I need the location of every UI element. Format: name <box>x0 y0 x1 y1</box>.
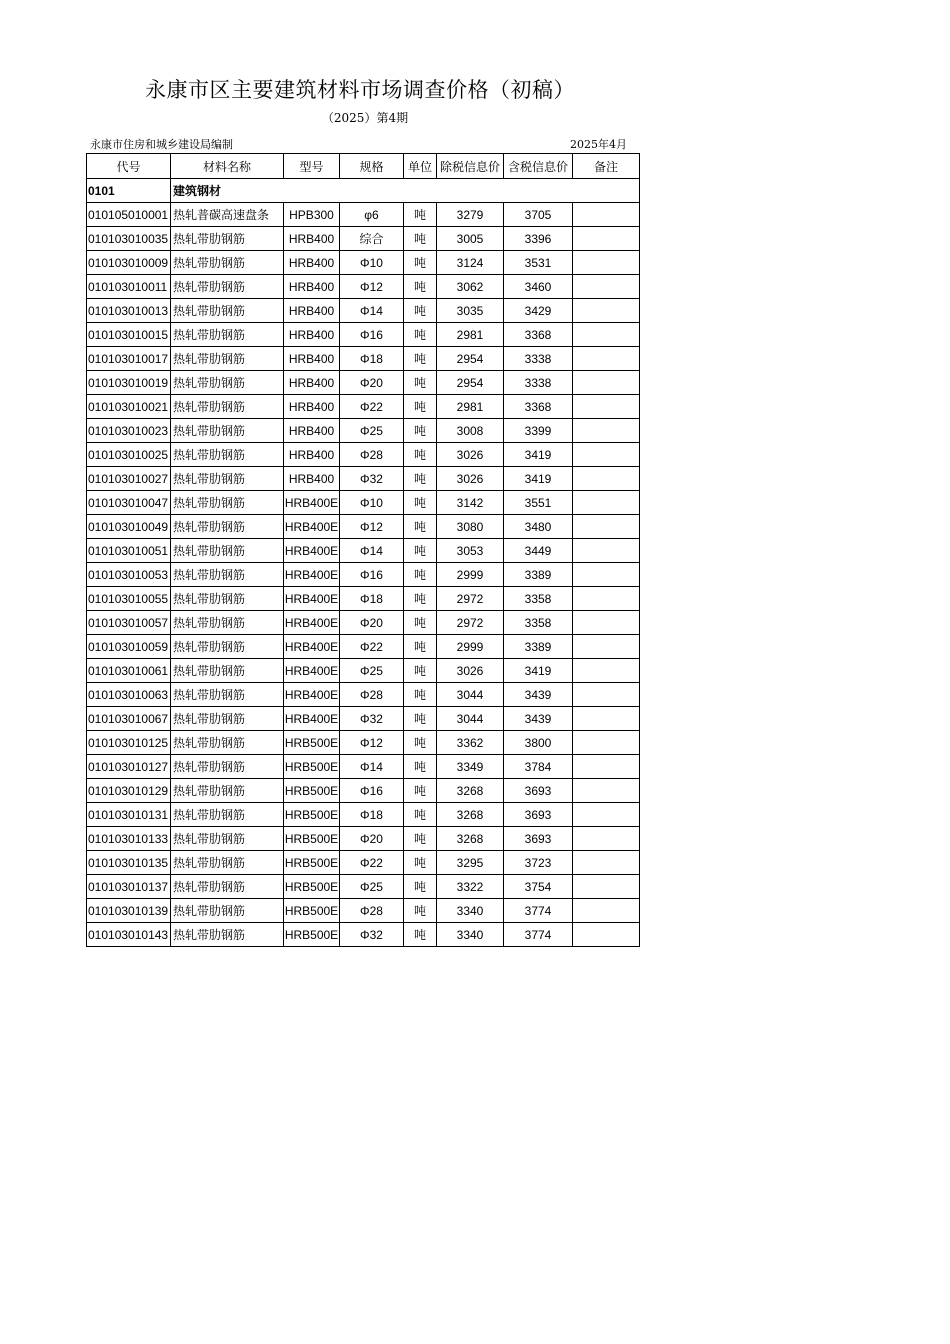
cell-material-name: 热轧带肋钢筋 <box>171 275 284 299</box>
table-row <box>87 515 640 539</box>
cell-price-ex-tax: 2981 <box>437 323 504 347</box>
header-material-name: 材料名称 <box>171 154 284 179</box>
cell-spec: Φ22 <box>340 851 404 875</box>
cell-model: HRB500E <box>284 899 340 923</box>
table-row <box>87 203 640 227</box>
cell-unit: 吨 <box>404 323 437 347</box>
cell-spec: Φ18 <box>340 347 404 371</box>
cell-unit: 吨 <box>404 563 437 587</box>
cell-unit: 吨 <box>404 827 437 851</box>
cell-price-ex-tax: 2972 <box>437 587 504 611</box>
cell-price-incl-tax: 3800 <box>504 731 573 755</box>
cell-model: HRB500E <box>284 803 340 827</box>
cell-code: 010103010049 <box>87 515 171 539</box>
cell-unit: 吨 <box>404 635 437 659</box>
table-row <box>87 347 640 371</box>
cell-material-name: 热轧带肋钢筋 <box>171 347 284 371</box>
cell-code: 010103010127 <box>87 755 171 779</box>
cell-price-incl-tax: 3774 <box>504 923 573 947</box>
cell-material-name: 热轧带肋钢筋 <box>171 659 284 683</box>
issue-number: （2025）第4期 <box>321 111 409 125</box>
cell-price-ex-tax: 3008 <box>437 419 504 443</box>
cell-code: 010103010017 <box>87 347 171 371</box>
cell-material-name: 热轧带肋钢筋 <box>171 755 284 779</box>
table-row <box>87 539 640 563</box>
cell-remarks <box>573 227 640 251</box>
cell-code: 010103010055 <box>87 587 171 611</box>
cell-price-ex-tax: 3062 <box>437 275 504 299</box>
cell-remarks <box>573 827 640 851</box>
table-row <box>87 851 640 875</box>
cell-remarks <box>573 707 640 731</box>
cell-material-name: 热轧带肋钢筋 <box>171 251 284 275</box>
cell-price-incl-tax: 3368 <box>504 323 573 347</box>
cell-spec: φ6 <box>340 203 404 227</box>
cell-price-incl-tax: 3338 <box>504 347 573 371</box>
table-row <box>87 635 640 659</box>
cell-code: 010103010015 <box>87 323 171 347</box>
cell-code: 010103010059 <box>87 635 171 659</box>
cell-price-incl-tax: 3419 <box>504 659 573 683</box>
cell-spec: Φ14 <box>340 755 404 779</box>
cell-code: 010103010027 <box>87 467 171 491</box>
table-row <box>87 923 640 947</box>
cell-model: HRB400 <box>284 251 340 275</box>
cell-unit: 吨 <box>404 251 437 275</box>
cell-code: 010103010063 <box>87 683 171 707</box>
cell-code: 010103010133 <box>87 827 171 851</box>
cell-model: HRB400E <box>284 611 340 635</box>
cell-unit: 吨 <box>404 203 437 227</box>
cell-remarks <box>573 563 640 587</box>
cell-price-ex-tax: 3322 <box>437 875 504 899</box>
cell-remarks <box>573 299 640 323</box>
cell-unit: 吨 <box>404 683 437 707</box>
cell-model: HRB400E <box>284 563 340 587</box>
cell-spec: Φ14 <box>340 539 404 563</box>
cell-code: 010103010143 <box>87 923 171 947</box>
table-row <box>87 875 640 899</box>
cell-model: HRB400E <box>284 515 340 539</box>
cell-unit: 吨 <box>404 395 437 419</box>
cell-remarks <box>573 467 640 491</box>
cell-price-incl-tax: 3338 <box>504 371 573 395</box>
cell-code: 010103010129 <box>87 779 171 803</box>
cell-material-name: 热轧带肋钢筋 <box>171 851 284 875</box>
cell-remarks <box>573 371 640 395</box>
cell-spec: Φ20 <box>340 371 404 395</box>
cell-remarks <box>573 923 640 947</box>
cell-price-ex-tax: 3362 <box>437 731 504 755</box>
cell-unit: 吨 <box>404 611 437 635</box>
cell-price-incl-tax: 3774 <box>504 899 573 923</box>
cell-remarks <box>573 515 640 539</box>
compiler-label: 永康市住房和城乡建设局编制 <box>90 138 233 151</box>
cell-remarks <box>573 419 640 443</box>
cell-spec: Φ25 <box>340 419 404 443</box>
cell-spec: Φ25 <box>340 659 404 683</box>
cell-material-name: 热轧带肋钢筋 <box>171 539 284 563</box>
cell-price-incl-tax: 3449 <box>504 539 573 563</box>
cell-spec: Φ28 <box>340 443 404 467</box>
cell-price-ex-tax: 3080 <box>437 515 504 539</box>
table-row <box>87 299 640 323</box>
cell-unit: 吨 <box>404 923 437 947</box>
cell-model: HRB400 <box>284 227 340 251</box>
cell-unit: 吨 <box>404 587 437 611</box>
cell-spec: 综合 <box>340 227 404 251</box>
cell-unit: 吨 <box>404 347 437 371</box>
cell-remarks <box>573 395 640 419</box>
table-row <box>87 779 640 803</box>
cell-remarks <box>573 539 640 563</box>
header-remarks: 备注 <box>573 154 640 179</box>
cell-price-incl-tax: 3480 <box>504 515 573 539</box>
cell-price-incl-tax: 3389 <box>504 635 573 659</box>
cell-spec: Φ16 <box>340 779 404 803</box>
table-row <box>87 587 640 611</box>
cell-unit: 吨 <box>404 851 437 875</box>
cell-unit: 吨 <box>404 659 437 683</box>
cell-material-name: 热轧带肋钢筋 <box>171 227 284 251</box>
cell-code: 010103010011 <box>87 275 171 299</box>
cell-spec: Φ20 <box>340 611 404 635</box>
cell-price-incl-tax: 3439 <box>504 683 573 707</box>
cell-model: HRB400E <box>284 635 340 659</box>
cell-code: 010103010131 <box>87 803 171 827</box>
cell-material-name: 热轧带肋钢筋 <box>171 371 284 395</box>
cell-price-ex-tax: 3268 <box>437 827 504 851</box>
table-row <box>87 611 640 635</box>
cell-price-ex-tax: 3026 <box>437 443 504 467</box>
cell-model: HRB400E <box>284 491 340 515</box>
cell-code: 010103010021 <box>87 395 171 419</box>
cell-code: 010103010023 <box>87 419 171 443</box>
cell-material-name: 热轧带肋钢筋 <box>171 635 284 659</box>
cell-code: 010103010135 <box>87 851 171 875</box>
cell-unit: 吨 <box>404 803 437 827</box>
cell-remarks <box>573 347 640 371</box>
cell-price-ex-tax: 3044 <box>437 683 504 707</box>
cell-code: 010103010025 <box>87 443 171 467</box>
cell-material-name: 热轧带肋钢筋 <box>171 419 284 443</box>
cell-price-ex-tax: 3268 <box>437 779 504 803</box>
cell-code: 010103010035 <box>87 227 171 251</box>
cell-price-incl-tax: 3399 <box>504 419 573 443</box>
cell-price-ex-tax: 3349 <box>437 755 504 779</box>
table-row <box>87 827 640 851</box>
cell-model: HRB500E <box>284 755 340 779</box>
cell-unit: 吨 <box>404 275 437 299</box>
table-row <box>87 803 640 827</box>
cell-unit: 吨 <box>404 755 437 779</box>
cell-spec: Φ16 <box>340 323 404 347</box>
cell-unit: 吨 <box>404 299 437 323</box>
cell-unit: 吨 <box>404 467 437 491</box>
cell-remarks <box>573 251 640 275</box>
cell-unit: 吨 <box>404 539 437 563</box>
cell-spec: Φ12 <box>340 275 404 299</box>
table-row <box>87 395 640 419</box>
cell-price-incl-tax: 3419 <box>504 467 573 491</box>
table-row <box>87 323 640 347</box>
cell-spec: Φ12 <box>340 731 404 755</box>
cell-spec: Φ32 <box>340 707 404 731</box>
cell-material-name: 热轧普碳高速盘条 <box>171 203 284 227</box>
cell-model: HRB400 <box>284 275 340 299</box>
cell-price-ex-tax: 3279 <box>437 203 504 227</box>
cell-remarks <box>573 731 640 755</box>
cell-material-name: 热轧带肋钢筋 <box>171 563 284 587</box>
cell-unit: 吨 <box>404 227 437 251</box>
cell-model: HRB400 <box>284 467 340 491</box>
cell-spec: Φ28 <box>340 899 404 923</box>
cell-price-incl-tax: 3439 <box>504 707 573 731</box>
cell-price-incl-tax: 3693 <box>504 803 573 827</box>
cell-model: HRB400E <box>284 683 340 707</box>
cell-price-ex-tax: 3044 <box>437 707 504 731</box>
cell-price-ex-tax: 3268 <box>437 803 504 827</box>
category-row <box>87 179 640 203</box>
cell-code: 010103010137 <box>87 875 171 899</box>
header-price-ex-tax: 除税信息价 <box>437 154 504 179</box>
cell-price-ex-tax: 3053 <box>437 539 504 563</box>
cell-spec: Φ28 <box>340 683 404 707</box>
cell-model: HRB500E <box>284 731 340 755</box>
cell-material-name: 热轧带肋钢筋 <box>171 587 284 611</box>
cell-model: HRB400E <box>284 659 340 683</box>
cell-code: 010103010019 <box>87 371 171 395</box>
cell-price-ex-tax: 2972 <box>437 611 504 635</box>
cell-unit: 吨 <box>404 515 437 539</box>
cell-price-incl-tax: 3531 <box>504 251 573 275</box>
table-row <box>87 707 640 731</box>
cell-unit: 吨 <box>404 731 437 755</box>
table-row <box>87 371 640 395</box>
cell-unit: 吨 <box>404 491 437 515</box>
cell-price-incl-tax: 3693 <box>504 779 573 803</box>
cell-price-incl-tax: 3358 <box>504 611 573 635</box>
table-row <box>87 443 640 467</box>
cell-price-ex-tax: 3340 <box>437 923 504 947</box>
cell-model: HRB400 <box>284 347 340 371</box>
table-row <box>87 563 640 587</box>
cell-spec: Φ10 <box>340 251 404 275</box>
cell-spec: Φ14 <box>340 299 404 323</box>
cell-unit: 吨 <box>404 371 437 395</box>
cell-price-incl-tax: 3723 <box>504 851 573 875</box>
cell-model: HRB500E <box>284 875 340 899</box>
cell-material-name: 热轧带肋钢筋 <box>171 467 284 491</box>
cell-model: HRB400 <box>284 419 340 443</box>
cell-model: HRB400E <box>284 707 340 731</box>
cell-code: 010105010001 <box>87 203 171 227</box>
cell-unit: 吨 <box>404 443 437 467</box>
cell-code: 010103010047 <box>87 491 171 515</box>
cell-spec: Φ16 <box>340 563 404 587</box>
cell-price-incl-tax: 3784 <box>504 755 573 779</box>
cell-price-ex-tax: 3026 <box>437 467 504 491</box>
cell-price-ex-tax: 3295 <box>437 851 504 875</box>
table-row <box>87 899 640 923</box>
cell-price-ex-tax: 3035 <box>437 299 504 323</box>
cell-material-name: 热轧带肋钢筋 <box>171 683 284 707</box>
cell-price-incl-tax: 3429 <box>504 299 573 323</box>
cell-code: 010103010051 <box>87 539 171 563</box>
cell-remarks <box>573 587 640 611</box>
cell-model: HRB500E <box>284 827 340 851</box>
price-table <box>86 153 640 947</box>
cell-unit: 吨 <box>404 779 437 803</box>
cell-remarks <box>573 803 640 827</box>
cell-price-incl-tax: 3358 <box>504 587 573 611</box>
cell-remarks <box>573 851 640 875</box>
cell-unit: 吨 <box>404 419 437 443</box>
table-row <box>87 419 640 443</box>
cell-price-ex-tax: 2999 <box>437 563 504 587</box>
cell-remarks <box>573 275 640 299</box>
cell-code: 010103010053 <box>87 563 171 587</box>
table-row <box>87 275 640 299</box>
cell-remarks <box>573 491 640 515</box>
cell-spec: Φ18 <box>340 803 404 827</box>
page-title: 永康市区主要建筑材料市场调查价格（初稿） <box>145 78 575 102</box>
cell-material-name: 热轧带肋钢筋 <box>171 323 284 347</box>
category-code: 0101 <box>87 179 171 203</box>
cell-spec: Φ12 <box>340 515 404 539</box>
cell-model: HRB400 <box>284 395 340 419</box>
header-model: 型号 <box>284 154 340 179</box>
cell-remarks <box>573 323 640 347</box>
cell-code: 010103010139 <box>87 899 171 923</box>
cell-remarks <box>573 683 640 707</box>
cell-material-name: 热轧带肋钢筋 <box>171 515 284 539</box>
cell-price-incl-tax: 3368 <box>504 395 573 419</box>
cell-price-ex-tax: 3124 <box>437 251 504 275</box>
cell-remarks <box>573 611 640 635</box>
table-header-row <box>87 154 640 179</box>
cell-spec: Φ18 <box>340 587 404 611</box>
cell-code: 010103010061 <box>87 659 171 683</box>
cell-unit: 吨 <box>404 899 437 923</box>
cell-code: 010103010125 <box>87 731 171 755</box>
cell-price-incl-tax: 3460 <box>504 275 573 299</box>
cell-remarks <box>573 755 640 779</box>
cell-model: HRB400 <box>284 323 340 347</box>
cell-price-incl-tax: 3419 <box>504 443 573 467</box>
table-row <box>87 227 640 251</box>
cell-model: HRB400 <box>284 371 340 395</box>
header-price-incl-tax: 含税信息价 <box>504 154 573 179</box>
cell-price-ex-tax: 3340 <box>437 899 504 923</box>
cell-material-name: 热轧带肋钢筋 <box>171 395 284 419</box>
table-row <box>87 659 640 683</box>
category-name: 建筑钢材 <box>171 179 640 203</box>
table-row <box>87 731 640 755</box>
cell-material-name: 热轧带肋钢筋 <box>171 875 284 899</box>
cell-spec: Φ10 <box>340 491 404 515</box>
cell-unit: 吨 <box>404 875 437 899</box>
cell-price-incl-tax: 3396 <box>504 227 573 251</box>
cell-remarks <box>573 659 640 683</box>
cell-code: 010103010057 <box>87 611 171 635</box>
header-spec: 规格 <box>340 154 404 179</box>
cell-model: HRB500E <box>284 779 340 803</box>
cell-model: HRB400E <box>284 539 340 563</box>
cell-remarks <box>573 203 640 227</box>
table-row <box>87 755 640 779</box>
cell-material-name: 热轧带肋钢筋 <box>171 923 284 947</box>
cell-price-incl-tax: 3754 <box>504 875 573 899</box>
cell-code: 010103010013 <box>87 299 171 323</box>
cell-material-name: 热轧带肋钢筋 <box>171 707 284 731</box>
header-unit: 单位 <box>404 154 437 179</box>
cell-model: HRB400 <box>284 299 340 323</box>
cell-unit: 吨 <box>404 707 437 731</box>
cell-material-name: 热轧带肋钢筋 <box>171 779 284 803</box>
cell-remarks <box>573 875 640 899</box>
cell-price-ex-tax: 3026 <box>437 659 504 683</box>
cell-material-name: 热轧带肋钢筋 <box>171 731 284 755</box>
cell-model: HPB300 <box>284 203 340 227</box>
cell-material-name: 热轧带肋钢筋 <box>171 803 284 827</box>
cell-spec: Φ20 <box>340 827 404 851</box>
cell-remarks <box>573 635 640 659</box>
cell-model: HRB400 <box>284 443 340 467</box>
cell-price-incl-tax: 3389 <box>504 563 573 587</box>
cell-code: 010103010009 <box>87 251 171 275</box>
cell-material-name: 热轧带肋钢筋 <box>171 491 284 515</box>
cell-price-ex-tax: 2981 <box>437 395 504 419</box>
publish-date: 2025年4月 <box>570 138 627 151</box>
cell-remarks <box>573 779 640 803</box>
cell-price-ex-tax: 3142 <box>437 491 504 515</box>
cell-remarks <box>573 443 640 467</box>
cell-model: HRB500E <box>284 923 340 947</box>
cell-material-name: 热轧带肋钢筋 <box>171 611 284 635</box>
cell-price-incl-tax: 3551 <box>504 491 573 515</box>
cell-material-name: 热轧带肋钢筋 <box>171 299 284 323</box>
cell-model: HRB500E <box>284 851 340 875</box>
table-row <box>87 467 640 491</box>
table-row <box>87 683 640 707</box>
table-row <box>87 491 640 515</box>
header-code: 代号 <box>87 154 171 179</box>
table-row <box>87 251 640 275</box>
cell-price-ex-tax: 2954 <box>437 347 504 371</box>
cell-price-ex-tax: 3005 <box>437 227 504 251</box>
cell-spec: Φ22 <box>340 635 404 659</box>
cell-spec: Φ25 <box>340 875 404 899</box>
cell-price-incl-tax: 3705 <box>504 203 573 227</box>
cell-code: 010103010067 <box>87 707 171 731</box>
cell-model: HRB400E <box>284 587 340 611</box>
cell-price-incl-tax: 3693 <box>504 827 573 851</box>
cell-remarks <box>573 899 640 923</box>
cell-spec: Φ32 <box>340 467 404 491</box>
cell-price-ex-tax: 2954 <box>437 371 504 395</box>
cell-material-name: 热轧带肋钢筋 <box>171 443 284 467</box>
cell-material-name: 热轧带肋钢筋 <box>171 899 284 923</box>
cell-spec: Φ22 <box>340 395 404 419</box>
cell-material-name: 热轧带肋钢筋 <box>171 827 284 851</box>
cell-spec: Φ32 <box>340 923 404 947</box>
cell-price-ex-tax: 2999 <box>437 635 504 659</box>
